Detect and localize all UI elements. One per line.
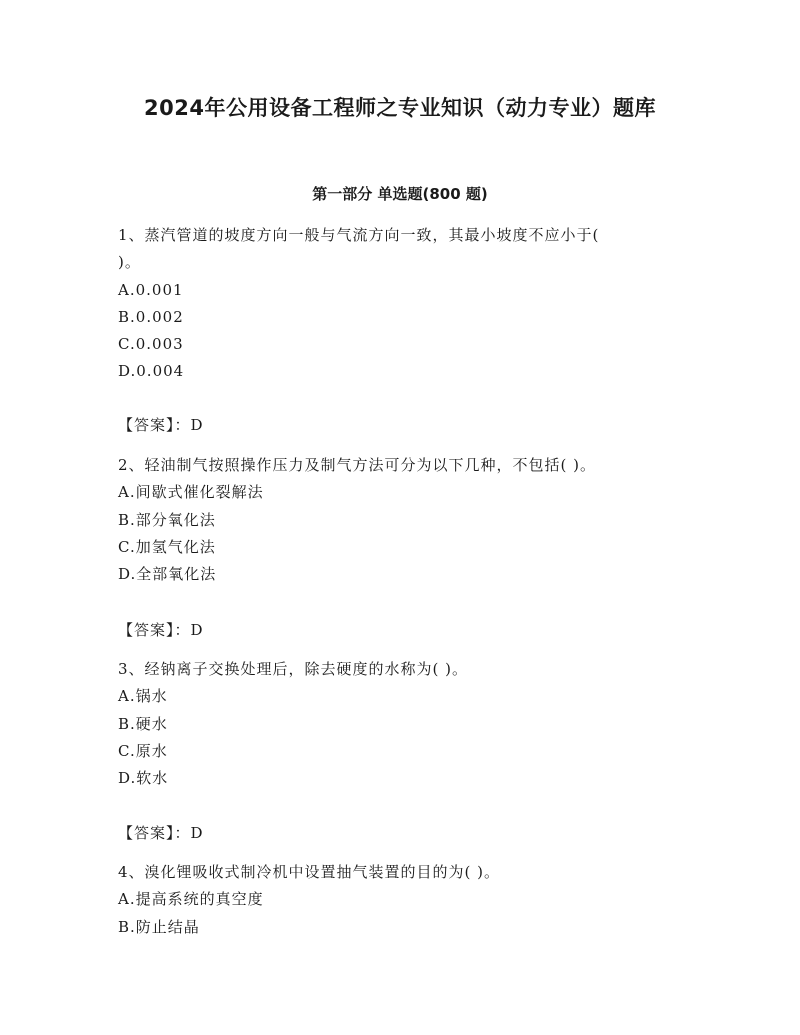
question-2-option-c: C.加氢气化法: [118, 537, 216, 556]
question-3-option-c: C.原水: [118, 741, 168, 760]
question-1: [118, 222, 678, 386]
question-2-stem: 2、轻油制气按照操作压力及制气方法可分为以下几种，不包括( )。: [118, 456, 597, 474]
answer-label: 【答案】：: [118, 621, 191, 639]
question-3-option-b: B.硬水: [118, 714, 168, 733]
question-1-option-a: A.0.001: [118, 280, 184, 299]
answer-value: D: [190, 416, 204, 434]
question-3-option-d: D.软水: [118, 769, 169, 788]
question-1-option-c: C.0.003: [118, 335, 184, 354]
question-1-stem: 1、蒸汽管道的坡度方向一般与气流方向一致，其最小坡度不应小于(: [118, 226, 600, 244]
section-heading: 第一部分 单选题(800 题): [312, 185, 488, 203]
question-1-option-b: B.0.002: [118, 307, 184, 326]
question-3-option-a: A.锅水: [118, 687, 168, 706]
answer-label: 【答案】：: [118, 416, 191, 434]
answer-label: 【答案】：: [118, 824, 191, 842]
question-2-option-d: D.全部氧化法: [118, 565, 217, 584]
question-4-option-a: A.提高系统的真空度: [118, 890, 264, 909]
answer-value: D: [190, 621, 204, 639]
question-2-option-b: B.部分氧化法: [118, 510, 216, 529]
question-2-option-a: A.间歇式催化裂解法: [118, 483, 264, 502]
question-1-answer: [118, 412, 678, 439]
question-4-stem: 4、溴化锂吸收式制冷机中设置抽气装置的目的为( )。: [118, 863, 501, 881]
question-2: [118, 452, 678, 588]
question-4-option-b: B.防止结晶: [118, 917, 200, 936]
answer-value: D: [190, 824, 204, 842]
question-3-answer: [118, 820, 678, 847]
question-3-stem: 3、经钠离子交换处理后，除去硬度的水称为( )。: [118, 660, 469, 678]
question-1-stem-cont: )。: [118, 253, 141, 272]
question-4: [118, 859, 678, 941]
question-2-answer: [118, 617, 678, 644]
document-title: 2024年公用设备工程师之专业知识（动力专业）题库: [144, 96, 656, 120]
question-3: [118, 656, 678, 792]
question-1-option-d: D.0.004: [118, 362, 185, 381]
